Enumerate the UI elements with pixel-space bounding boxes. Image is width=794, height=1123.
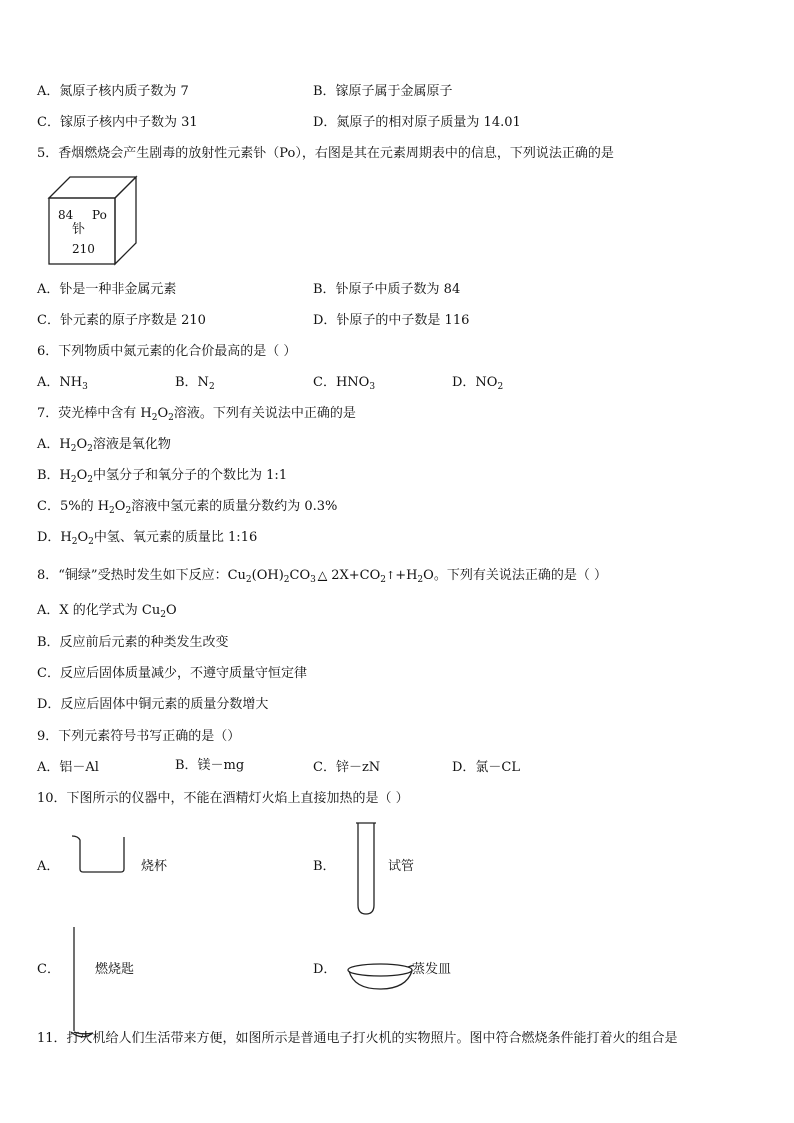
evaporating-dish-icon: [346, 961, 418, 993]
q5-option-c: C．钋元素的原子序数是 210: [37, 313, 206, 328]
q5-stem: 5．香烟燃烧会产生剧毒的放射性元素钋（Po），右图是其在元素周期表中的信息，下列说法正确的是: [37, 146, 614, 161]
q10-label-c: C．: [37, 962, 60, 977]
q9-option-d: D．氯－CL: [452, 760, 521, 775]
q10-label-b: B．: [313, 859, 336, 874]
beaker-icon: [70, 833, 134, 873]
q5-option-a: A．钋是一种非金属元素: [37, 282, 177, 297]
q6-option-a: A．$NH_3$: [37, 375, 88, 392]
element-symbol: Po: [92, 208, 107, 222]
q4-option-c: C．镓原子核内中子数为 31: [37, 115, 198, 130]
element-atomic-mass: 210: [72, 242, 95, 256]
q5-option-d: D．钋原子的中子数是 116: [313, 313, 470, 328]
q8-option-c: C．反应后固体质量减少，不遵守质量守恒定律: [37, 666, 307, 681]
q6-option-c: C．$HNO_3$: [313, 375, 376, 392]
test-tube-icon: [352, 821, 380, 917]
q10-name-b: 试管: [388, 859, 415, 874]
element-atomic-number: 84: [58, 208, 74, 222]
q7-option-d: D．$H_2O_2$中氢、氧元素的质量比 1:16: [37, 530, 258, 547]
q10-name-a: 烧杯: [141, 859, 168, 874]
q9-option-a: A．铝－Al: [37, 760, 99, 775]
combustion-spoon-icon: [68, 925, 98, 1043]
q7-stem: 7．荧光棒中含有 $H_2O_2$溶液。下列有关说法中正确的是: [37, 406, 356, 423]
q9-option-c: C．锌－zN: [313, 760, 381, 775]
q4-option-a: A．氮原子核内质子数为 7: [37, 84, 189, 99]
q9-option-b: B．镁－mg: [175, 758, 245, 773]
q9-stem: 9．下列元素符号书写正确的是（）: [37, 729, 241, 744]
q7-option-b: B．$H_2O_2$中氢分子和氧分子的个数比为 1:1: [37, 468, 288, 485]
q10-label-a: A．: [37, 859, 60, 874]
heat-symbol: △: [317, 568, 328, 582]
q5-option-b: B．钋原子中质子数为 84: [313, 282, 461, 297]
q8-option-d: D．反应后固体中铜元素的质量分数增大: [37, 697, 269, 712]
q11-stem: 11．打火机给人们生活带来方便，如图所示是普通电子打火机的实物照片。图中符合燃烧条件能打着火的组合是: [37, 1031, 678, 1046]
q8-option-b: B．反应前后元素的种类发生改变: [37, 635, 229, 650]
q8-stem: 8．“铜绿”受热时发生如下反应：$Cu_2(OH)_2CO_3$ △ $2X+CO_2↑+H_2O$。下列有关说法正确的是（ ）: [37, 568, 607, 585]
q8-option-a: A．X 的化学式为 $Cu_2O$: [37, 603, 177, 620]
q7-option-c: C．5%的 $H_2O_2$溶液中氢元素的质量分数约为 0.3%: [37, 499, 338, 516]
q6-stem: 6．下列物质中氮元素的化合价最高的是（ ）: [37, 344, 297, 359]
q7-option-a: A．$H_2O_2$溶液是氧化物: [37, 437, 171, 454]
q10-name-d: 蒸发皿: [412, 962, 452, 977]
q10-name-c: 燃烧匙: [95, 962, 135, 977]
q4-option-b: B．镓原子属于金属原子: [313, 84, 453, 99]
q4-option-d: D．氮原子的相对原子质量为 14.01: [313, 115, 521, 130]
element-name: 钋: [72, 222, 86, 237]
q10-stem: 10．下图所示的仪器中，不能在酒精灯火焰上直接加热的是（ ）: [37, 791, 409, 806]
q10-label-d: D．: [313, 962, 337, 977]
q6-option-b: B．$N_2$: [175, 375, 215, 392]
q6-option-d: D．$NO_2$: [452, 375, 504, 392]
